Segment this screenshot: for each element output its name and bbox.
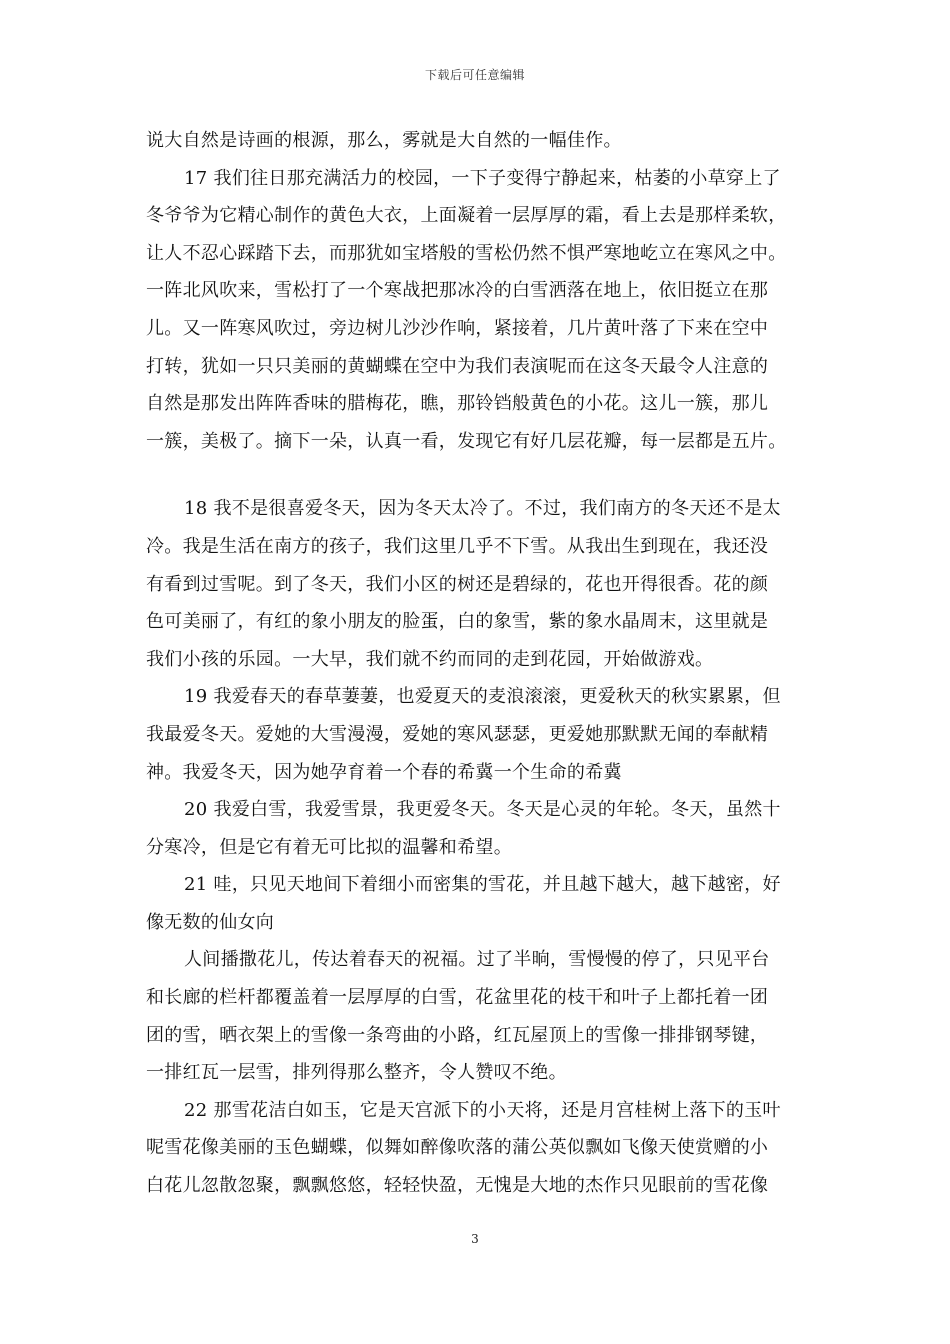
page-number: 3	[471, 1232, 479, 1246]
text-line: 打转，犹如一只只美丽的黄蝴蝶在空中为我们表演呢而在这冬天最令人注意的	[146, 355, 769, 377]
text-line: 让人不忍心踩踏下去，而那犹如宝塔般的雪松仍然不惧严寒地屹立在寒风之中。	[146, 242, 787, 264]
document-body	[146, 122, 814, 1205]
page-header: 下载后可任意编辑	[424, 68, 525, 82]
text-line: 呢雪花像美丽的玉色蝴蝶，似舞如醉像吹落的蒲公英似飘如飞像天使赏赠的小	[146, 1137, 769, 1159]
text-line: 说大自然是诗画的根源，那么，雾就是大自然的一幅佳作。	[146, 130, 622, 151]
text-line: 分寒冷，但是它有着无可比拟的温馨和希望。	[146, 836, 512, 858]
text-line: 像无数的仙女向	[146, 911, 275, 933]
text-line: 有看到过雪呢。到了冬天，我们小区的树还是碧绿的，花也开得很香。花的颜	[146, 573, 769, 595]
text-line: 一簇，美极了。摘下一朵，认真一看，发现它有好几层花瓣，每一层都是五片。	[146, 430, 787, 452]
text-line: 儿。又一阵寒风吹过，旁边树儿沙沙作响，紧接着，几片黄叶落了下来在空中	[146, 317, 769, 339]
text-line: 白花儿忽散忽聚，飘飘悠悠，轻轻快盈，无愧是大地的杰作只见眼前的雪花像	[146, 1175, 769, 1197]
text-line: 一排红瓦一层雪，排列得那么整齐，令人赞叹不绝。	[146, 1062, 567, 1084]
text-line: 我最爱冬天。爱她的大雪漫漫，爱她的寒风瑟瑟，更爱她那默默无闻的奉献精	[146, 723, 769, 745]
text-line: 20 我爱白雪，我爱雪景，我更爱冬天。冬天是心灵的年轮。冬天，虽然十	[184, 799, 781, 821]
text-line: 21 哇，只见天地间下着细小而密集的雪花，并且越下越大，越下越密，好	[184, 874, 781, 896]
text-line: 色可美丽了，有红的象小朋友的脸蛋，白的象雪，紫的象水晶周末，这里就是	[146, 611, 769, 633]
text-line: 19 我爱春天的春草萋萋，也爱夏天的麦浪滚滚，更爱秋天的秋实累累，但	[184, 686, 781, 708]
text-line: 人间播撒花儿，传达着春天的祝福。过了半晌，雪慢慢的停了，只见平台	[184, 949, 770, 971]
paragraph-gap	[146, 460, 814, 490]
text-line: 团的雪，晒衣架上的雪像一条弯曲的小路，红瓦屋顶上的雪像一排排钢琴键，	[146, 1024, 769, 1046]
text-line: 冬爷爷为它精心制作的黄色大衣，上面凝着一层厚厚的霜，看上去是那样柔软，	[146, 205, 787, 227]
text-line: 冷。我是生活在南方的孩子，我们这里几乎不下雪。从我出生到现在，我还没	[146, 535, 769, 557]
text-line: 自然是那发出阵阵香味的腊梅花，瞧，那铃铛般黄色的小花。这儿一簇，那儿	[146, 393, 769, 415]
text-line: 22 那雪花洁白如玉，它是天宫派下的小天将，还是月宫桂树上落下的玉叶	[184, 1099, 781, 1121]
text-line: 我们小孩的乐园。一大早，我们就不约而同的走到花园，开始做游戏。	[146, 648, 714, 670]
text-line: 17 我们往日那充满活力的校园，一下子变得宁静起来，枯萎的小草穿上了	[184, 167, 781, 189]
text-line: 18 我不是很喜爱冬天，因为冬天太冷了。不过，我们南方的冬天还不是太	[184, 498, 781, 520]
text-line: 和长廊的栏杆都覆盖着一层厚厚的白雪，花盆里花的枝干和叶子上都托着一团	[146, 987, 769, 1009]
text-line: 一阵北风吹来，雪松打了一个寒战把那冰冷的白雪洒落在地上，依旧挺立在那	[146, 280, 769, 302]
text-line: 神。我爱冬天，因为她孕育着一个春的希冀一个生命的希冀	[146, 761, 622, 783]
